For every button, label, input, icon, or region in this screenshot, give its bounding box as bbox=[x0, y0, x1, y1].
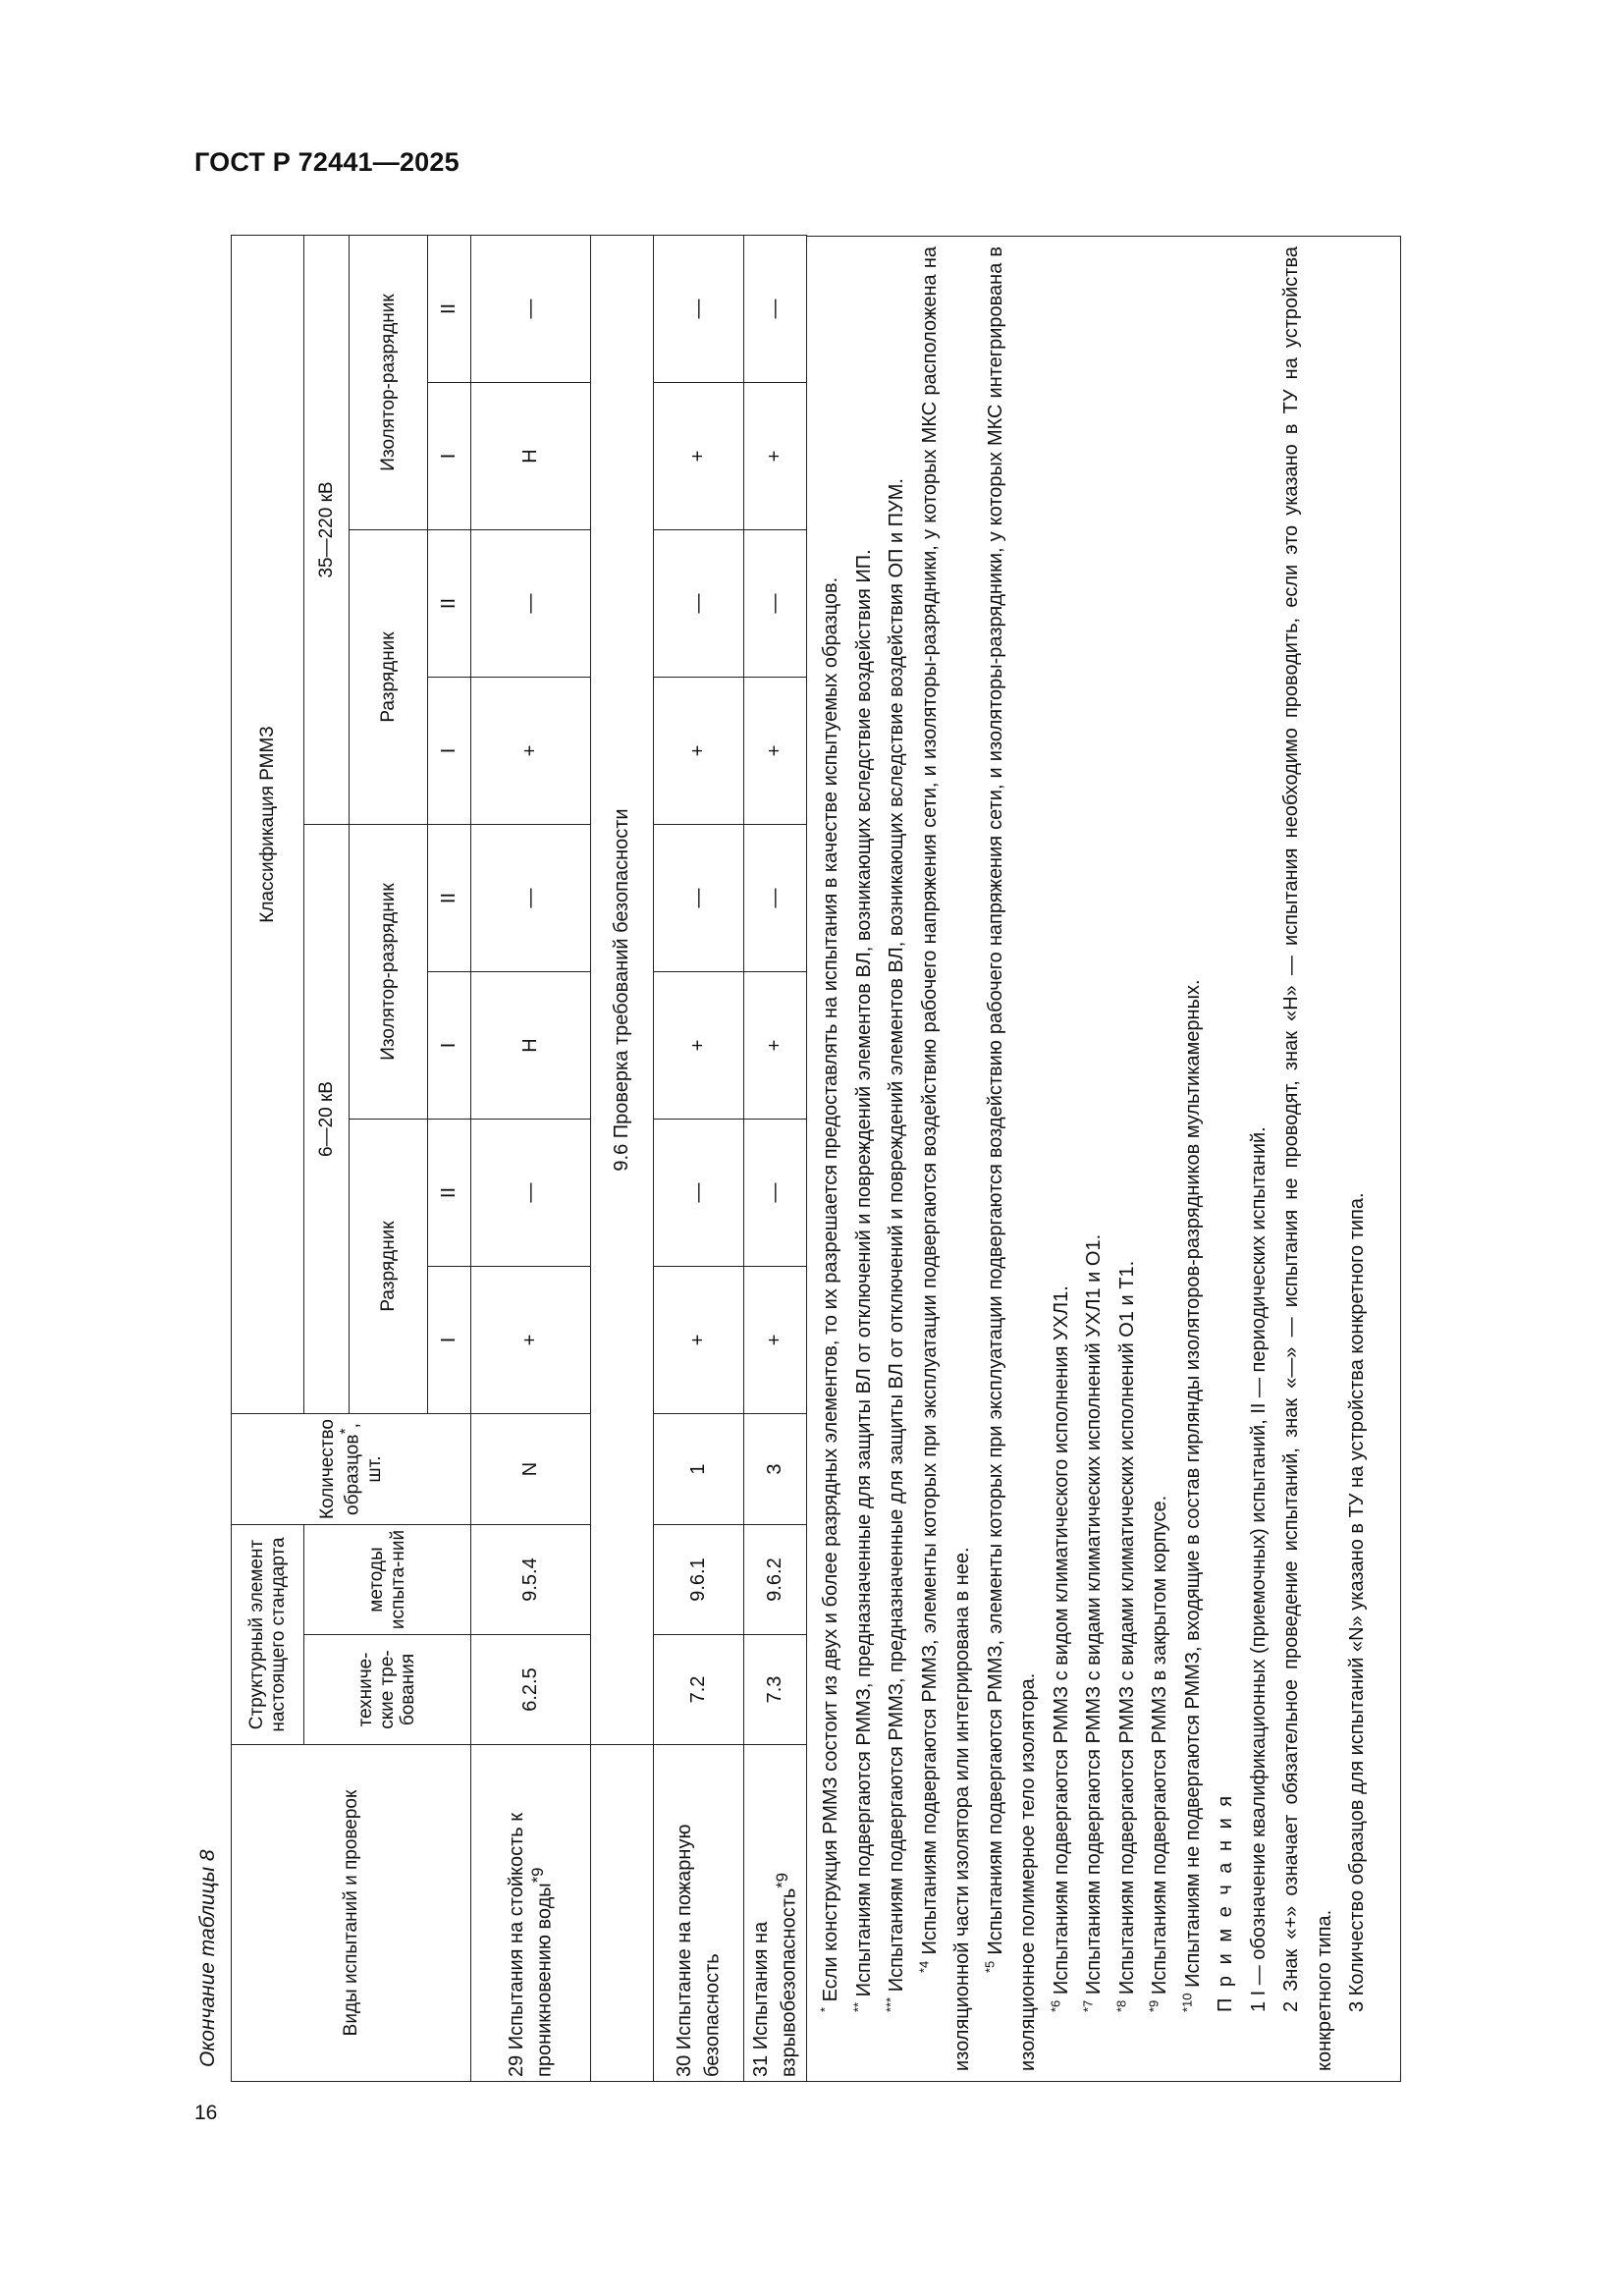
cell-value: — bbox=[471, 530, 591, 678]
row-name: 31 Испытания на взрывобезопасность$^{*9}$ bbox=[744, 1745, 807, 2082]
col-header-discharger: Разрядник bbox=[350, 530, 428, 825]
document-header: ГОСТ Р 72441—2025 bbox=[194, 147, 460, 177]
row-method: 9.6.1 bbox=[654, 1525, 744, 1635]
note: 3 Количество образцов для испытаний «N» указано в ТУ на устройства конкретного типа. bbox=[1346, 1192, 1368, 2012]
cell-value: + bbox=[471, 1267, 591, 1414]
col-header-isolator: Изолятор-разрядник bbox=[350, 825, 428, 1120]
cell-value: — bbox=[471, 825, 591, 972]
table-caption: Окончание таблицы 8 bbox=[196, 1849, 219, 2067]
cell-value: + bbox=[744, 383, 807, 530]
row-name: 29 Испытания на стойкость к проникновению воды$^{*9}$ bbox=[471, 1745, 591, 2082]
col-header-cat-i: I bbox=[428, 678, 471, 825]
cell-value: — bbox=[744, 1120, 807, 1267]
row-requirement: 7.2 bbox=[654, 1635, 744, 1745]
cell-value: + bbox=[744, 972, 807, 1120]
col-header-discharger: Разрядник bbox=[350, 1120, 428, 1414]
rotated-table-block bbox=[231, 236, 1404, 2082]
cell-value: — bbox=[654, 235, 744, 382]
col-header-cat-ii: II bbox=[428, 825, 471, 972]
cell-value: — bbox=[654, 1120, 744, 1267]
footnote: $^{*6}$ Испытаниям подвергаются РММЗ с видом климатического исполнения УХЛ1. bbox=[1047, 1285, 1072, 2012]
col-header-cat-i: I bbox=[428, 1267, 471, 1414]
row-method: 9.5.4 bbox=[471, 1525, 591, 1635]
footnote: $^{*9}$ Испытаниям подвергаются РММЗ в закрытом корпусе. bbox=[1146, 1495, 1170, 2012]
row-method: 9.6.2 bbox=[744, 1525, 807, 1635]
section-row bbox=[591, 235, 654, 2081]
row-requirement: 6.2.5 bbox=[471, 1635, 591, 1745]
footnote: *** Испытаниям подвергаются РММЗ, предназначенные для защиты ВЛ от отключений и повреждений элементов ВЛ, возникающих вследствие воздействия ОП и ПУМ. bbox=[883, 478, 907, 2012]
cell-value: — bbox=[471, 1120, 591, 1267]
col-header-test-types: Виды испытаний и проверок bbox=[232, 1745, 471, 2082]
table-row bbox=[471, 235, 591, 2081]
row-qty: 3 bbox=[744, 1414, 807, 1525]
note: 1 I — обозначение квалификационных (приемочных) испытаний, II — периодических испытаний. bbox=[1247, 1126, 1270, 2012]
cell-value: + bbox=[471, 678, 591, 825]
cell-value: — bbox=[744, 235, 807, 382]
cell-value: + bbox=[654, 972, 744, 1120]
col-header-classification: Классификация РММЗ bbox=[232, 235, 304, 1413]
cell-value: — bbox=[654, 825, 744, 972]
footnotes-block bbox=[807, 236, 1401, 2082]
cell-value: — bbox=[744, 825, 807, 972]
footnote: ** Испытаниям подвергаются РММЗ, предназначенные для защиты ВЛ от отключений и повреждений элементов ВЛ, возникающих вследствие воздействия ИП. bbox=[849, 549, 875, 2012]
note: 2 Знак «+» означает обязательное проведение испытаний, знак «—» — испытания не проводят, знак «Н» — испытания необходимо проводить, если это указано в ТУ на устройства конкретного типа. bbox=[1280, 246, 1335, 2071]
page-number: 16 bbox=[194, 2102, 218, 2124]
table-row bbox=[654, 235, 744, 2081]
cell-value: + bbox=[744, 1267, 807, 1414]
cell-value: — bbox=[471, 235, 591, 382]
col-header-cat-ii: II bbox=[428, 235, 471, 382]
col-header-cat-ii: II bbox=[428, 1120, 471, 1267]
footnote: $^{*7}$ Испытаниям подвергаются РММЗ с видами климатических исполнений УХЛ1 и О1. bbox=[1080, 1233, 1105, 2012]
col-header-cat-i: I bbox=[428, 972, 471, 1120]
col-header-requirements: техниче-ские тре-бования bbox=[304, 1635, 471, 1745]
col-header-struct-group: Структурный элемент настоящего стандарта bbox=[232, 1525, 304, 1745]
footnote: $^{*4}$ Испытаниям подвергаются РММЗ, элементы которых при эксплуатации подвергаются воздействию рабочего напряжения сети, и изоляторы-разрядники, у которых МКС расположена на изоляционной части изолятора или интегрирована в нее. bbox=[915, 246, 973, 2071]
col-header-range-6-20: 6—20 кВ bbox=[304, 825, 350, 1414]
row-qty: N bbox=[471, 1414, 591, 1525]
footnote: $^{*8}$ Испытаниям подвергаются РММЗ с видами климатических исполнений О1 и Т1. bbox=[1112, 1260, 1138, 2012]
footnote: * Если конструкция РММЗ состоит из двух и более разрядных элементов, то их разрешается предоставлять на испытания в качестве испытуемых образцов. bbox=[817, 576, 841, 2012]
footnote: $^{*10}$ Испытаниям не подвергаются РММЗ, входящие в состав гирлянды изоляторов-разрядников мультикамерных. bbox=[1178, 979, 1204, 2012]
cell-value: + bbox=[744, 678, 807, 825]
cell-value: + bbox=[654, 383, 744, 530]
cell-value: Н bbox=[471, 972, 591, 1120]
col-header-cat-ii: II bbox=[428, 530, 471, 678]
col-header-isolator: Изолятор-разрядник bbox=[350, 235, 428, 529]
cell-value: — bbox=[744, 530, 807, 678]
col-header-methods: методы испыта-ний bbox=[304, 1525, 471, 1635]
row-qty: 1 bbox=[654, 1414, 744, 1525]
col-header-qty: Количество образцов*, шт. bbox=[232, 1414, 471, 1525]
cell-value: + bbox=[654, 1267, 744, 1414]
col-header-cat-i: I bbox=[428, 383, 471, 530]
notes-title: П р и м е ч а н и я bbox=[1215, 1792, 1236, 2012]
table-row bbox=[744, 235, 807, 2081]
cell-value: Н bbox=[471, 383, 591, 530]
cell-value: + bbox=[654, 678, 744, 825]
section-title: 9.6 Проверка требований безопасности bbox=[591, 235, 654, 1744]
cell-value: — bbox=[654, 530, 744, 678]
test-table bbox=[231, 235, 807, 2082]
row-name: 30 Испытание на пожарную безопасность bbox=[654, 1745, 744, 2082]
row-requirement: 7.3 bbox=[744, 1635, 807, 1745]
col-header-range-35-220: 35—220 кВ bbox=[304, 235, 350, 824]
footnote: $^{*5}$ Испытаниям подвергаются РММЗ, элементы которых при эксплуатации подвергаются воздействию рабочего напряжения сети, и изоляторы-разрядники, у которых МКС интегрирована в изоляционное полимерное тело изолятора. bbox=[981, 246, 1039, 2071]
